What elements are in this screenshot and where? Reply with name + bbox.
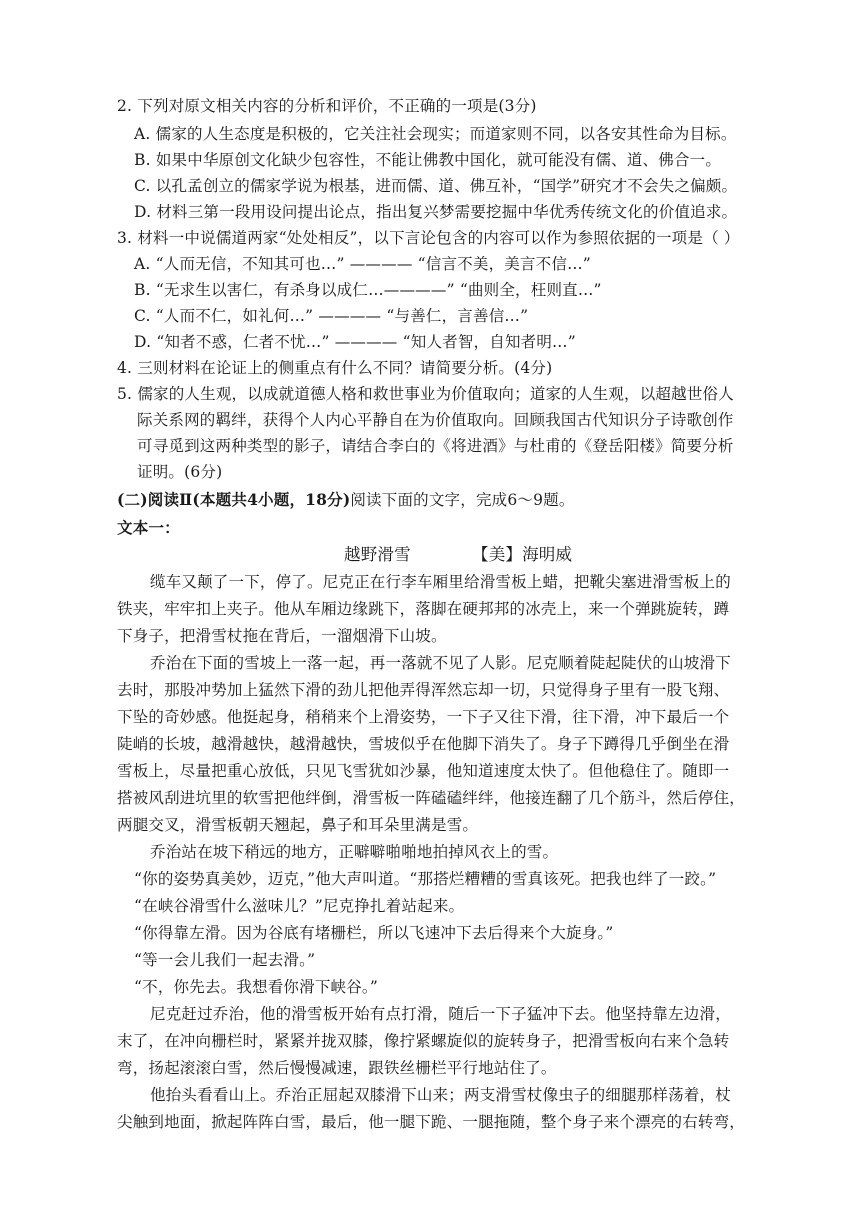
section-heading (117, 490, 575, 510)
story-line: 他抬头看看山上。乔治正屈起双膝滑下山来；两支滑雪杖像虫子的细腿那样荡着，杖 (150, 1086, 731, 1104)
section-title: (二)阅读Ⅱ(本题共4小题，18分) (117, 490, 351, 509)
question-4: 4. 三则材料在论证上的侧重点有什么不同？请简要分析。(4分) (117, 359, 553, 377)
question-5-line: 5. 儒家的人生观，以成就道德人格和救世事业为价值取向；道家的人生观，以超越世俗人 (117, 385, 734, 403)
story-line: “你的姿势真美妙，迈克，”他大声叫道。“那搭烂糟糟的雪真该死。把我也绊了一跤。” (134, 870, 717, 888)
question-3-option-b: B. “无求生以害仁，有杀身以成仁…————” “曲则全，枉则直…” (134, 281, 602, 299)
question-2-option-d: D. 材料三第一段用设问提出论点，指出复兴梦需要挖掘中华优秀传统文化的价值追求。 (134, 203, 738, 221)
question-2-option-a: A. 儒家的人生态度是积极的，它关注社会现实；而道家则不同，以各安其性命为目标。 (134, 125, 737, 143)
question-3-stem: 3. 材料一中说儒道两家“处处相反”，以下言论包含的内容可以作为参照依据的一项是（ ） (117, 229, 740, 247)
story-line: 两腿交叉，滑雪板朝天翘起，鼻子和耳朵里满是雪。 (117, 816, 479, 834)
story-line: 雪板上，尽量把重心放低，只见飞雪犹如沙暴，他知道速度太快了。但他稳住了。随即一 (117, 762, 730, 780)
question-5-line: 证明。(6分) (137, 463, 223, 481)
question-3-option-c: C. “人而不仁，如礼何…” ———— “与善仁，言善信…” (134, 307, 529, 325)
story-line: 搭被风刮进坑里的软雪把他绊倒，滑雪板一阵磕磕绊绊，他接连翻了几个筋斗，然后停住， (117, 789, 746, 807)
story-line: “在峡谷滑雪什么滋味儿？”尼克挣扎着站起来。 (134, 897, 465, 915)
text-one-label: 文本一： (117, 518, 180, 537)
story-title: 越野滑雪 (344, 545, 411, 564)
story-line: “不，你先去。我想看你滑下峡谷。” (134, 978, 378, 996)
question-5-line: 可寻觅到这两种类型的影子，请结合李白的《将进酒》与杜甫的《登岳阳楼》简要分析 (137, 437, 734, 455)
story-author: 【美】海明威 (472, 545, 573, 564)
story-line: 缆车又颠了一下，停了。尼克正在行李车厢里给滑雪板上蜡，把靴尖塞进滑雪板上的 (150, 573, 731, 591)
story-line: 铁夹，牢牢扣上夹子。他从车厢边缘跳下，落脚在硬邦邦的冰壳上，来一个弹跳旋转，蹲 (117, 600, 730, 618)
question-2-stem: 2. 下列对原文相关内容的分析和评价，不正确的一项是(3分) (117, 97, 537, 115)
question-3-option-d: D. “知者不惑，仁者不忧…” ———— “知人者智，自知者明…” (134, 333, 576, 351)
story-line: “等一会儿我们一起去滑。” (134, 951, 316, 969)
question-2-option-b: B. 如果中华原创文化缺少包容性，不能让佛教中国化，就可能没有儒、道、佛合一。 (134, 151, 722, 169)
story-line: 尖触到地面，掀起阵阵白雪，最后，他一腿下跪、一腿拖随，整个身子来个漂亮的右转弯， (117, 1113, 746, 1131)
story-line: 乔治站在坡下稍远的地方，正噼噼啪啪地拍掉风衣上的雪。 (150, 843, 559, 861)
section-instruction: 阅读下面的文字，完成6～9题。 (350, 491, 575, 509)
story-line: 陡峭的长坡，越滑越快，越滑越快，雪坡似乎在他脚下消失了。身子下蹲得几乎倒坐在滑 (117, 735, 730, 753)
story-line: 去时，那股冲势加上猛然下滑的劲儿把他弄得浑然忘却一切，只觉得身子里有一股飞翔、 (117, 681, 730, 699)
story-line: 下坠的奇妙感。他挺起身，稍稍来个上滑姿势，一下子又往下滑，往下滑，冲下最后一个 (117, 708, 730, 726)
question-5-line: 际关系网的羁绊，获得个人内心平静自在为价值取向。回顾我国古代知识分子诗歌创作 (137, 411, 734, 429)
story-line: “你得靠左滑。因为谷底有堵栅栏，所以飞速冲下去后得来个大旋身。” (134, 924, 614, 942)
question-2-option-c: C. 以孔孟创立的儒家学说为根基，进而儒、道、佛互补，“国学”研究才不会失之偏颇。 (134, 177, 738, 195)
story-line: 弯，扬起滚滚白雪，然后慢慢减速，跟铁丝栅栏平行地站住了。 (117, 1059, 557, 1077)
story-line: 乔治在下面的雪坡上一落一起，再一落就不见了人影。尼克顺着陡起陡伏的山坡滑下 (150, 654, 731, 672)
story-line: 下身子，把滑雪杖拖在背后，一溜烟滑下山坡。 (117, 627, 447, 645)
story-line: 尼克赶过乔治，他的滑雪板开始有点打滑，随后一下子猛冲下去。他坚持靠左边滑， (150, 1005, 731, 1023)
story-line: 末了，在冲向栅栏时，紧紧并拢双膝，像拧紧螺旋似的旋转身子，把滑雪板向右来个急转 (117, 1032, 730, 1050)
question-3-option-a: A. “人而无信，不知其可也…” ———— “信言不美，美言不信…” (134, 255, 591, 273)
